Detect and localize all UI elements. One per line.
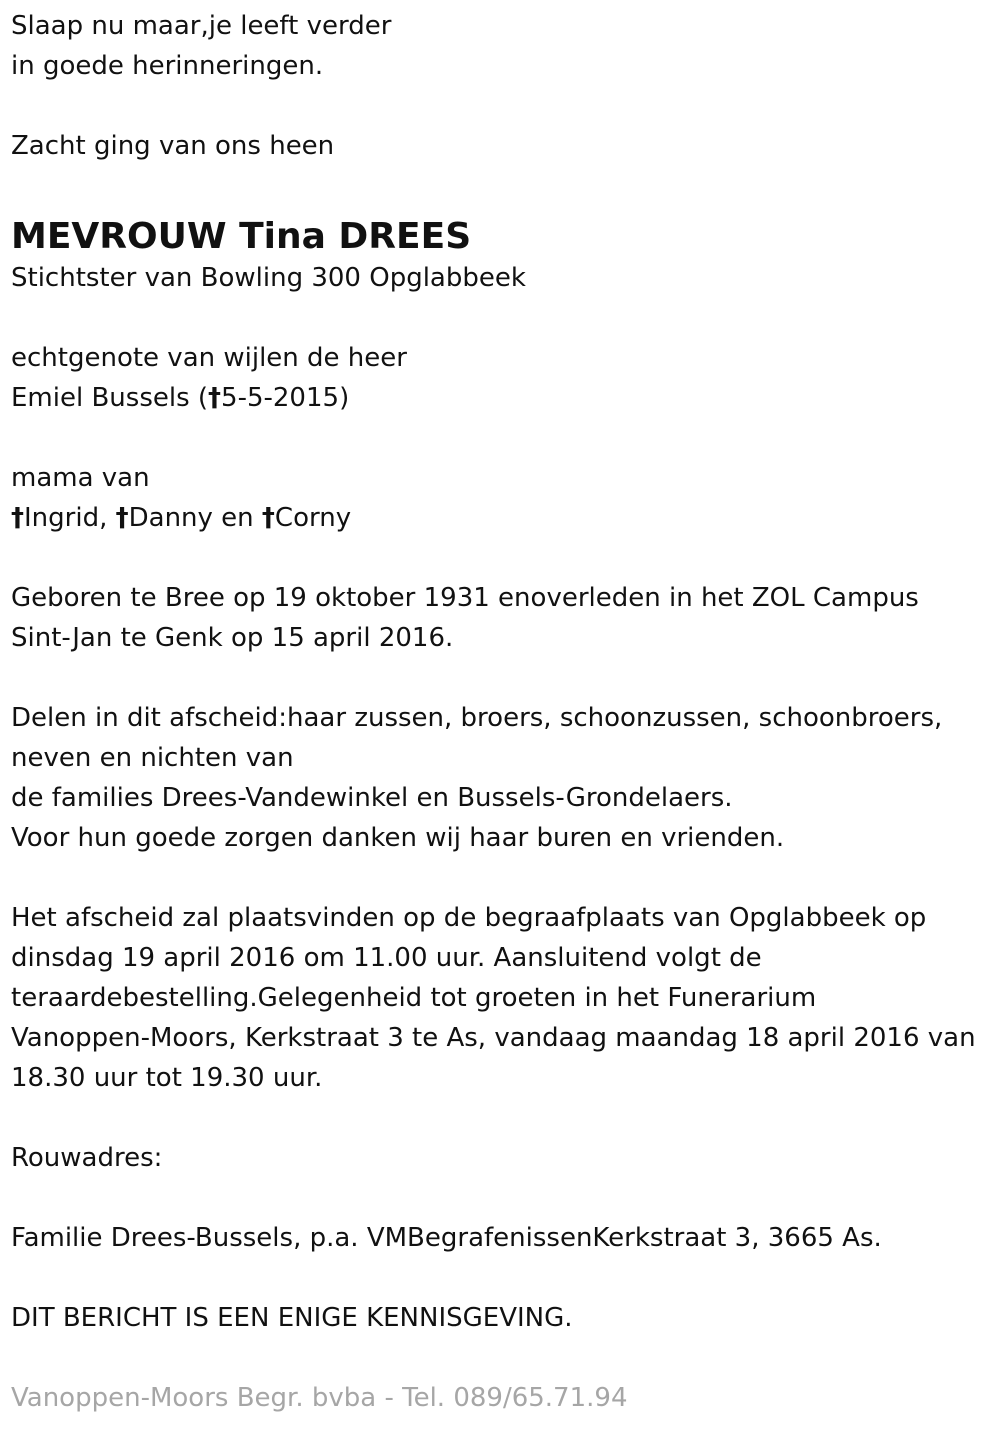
address-value: Familie Drees-Bussels, p.a. VMBegrafenissenKerkstraat 3, 3665 As. xyxy=(11,1223,882,1253)
spouse-line xyxy=(11,378,1000,418)
cross-icon: † xyxy=(261,503,275,533)
spouse-intro: echtgenote van wijlen de heer xyxy=(11,343,407,373)
spouse-death-date: 5-5-2015) xyxy=(221,383,350,413)
cross-icon: † xyxy=(11,503,24,533)
mourners-line-1: Delen in dit afscheid:haar zussen, broers, schoonzussen, schoonbroers, xyxy=(11,703,943,733)
intro-line-2: in goede herinneringen. xyxy=(11,51,324,81)
farewell-line-5: 18.30 uur tot 19.30 uur. xyxy=(11,1063,323,1093)
farewell-line-4: Vanoppen-Moors, Kerkstraat 3 te As, vandaag maandag 18 april 2016 van xyxy=(11,1023,976,1053)
cross-icon: † xyxy=(115,503,129,533)
farewell-line-3: teraardebestelling.Gelegenheid tot groeten in het Funerarium xyxy=(11,983,817,1013)
notice: DIT BERICHT IS EEN ENIGE KENNISGEVING. xyxy=(11,1303,573,1333)
children-list xyxy=(11,498,1000,538)
footer-contact: Vanoppen-Moors Begr. bvba - Tel. 089/65.71.94 xyxy=(11,1383,628,1413)
deceased-name: MEVROUW Tina DREES xyxy=(11,216,472,257)
mourners-line-3: de families Drees-Vandewinkel en Bussels-Grondelaers. xyxy=(11,783,733,813)
mourners-line-2: neven en nichten van xyxy=(11,743,294,773)
address-label: Rouwadres: xyxy=(11,1143,163,1173)
farewell-line-1: Het afscheid zal plaatsvinden op de begraafplaats van Opglabbeek op xyxy=(11,903,927,933)
child-name: Danny en xyxy=(128,503,262,533)
announcement: Zacht ging van ons heen xyxy=(11,131,335,161)
mourners-line-4: Voor hun goede zorgen danken wij haar buren en vrienden. xyxy=(11,823,785,853)
spouse-name: Emiel Bussels ( xyxy=(11,383,209,413)
farewell-line-2: dinsdag 19 april 2016 om 11.00 uur. Aansluitend volgt de xyxy=(11,943,762,973)
children-intro: mama van xyxy=(11,463,150,493)
child-name: Corny xyxy=(274,503,352,533)
cross-icon: † xyxy=(208,383,222,413)
deceased-title: Stichtster van Bowling 300 Opglabbeek xyxy=(11,263,526,293)
child-name: Ingrid, xyxy=(24,503,116,533)
birth-death-line-1: Geboren te Bree op 19 oktober 1931 enoverleden in het ZOL Campus xyxy=(11,583,919,613)
intro-line-1: Slaap nu maar,je leeft verder xyxy=(11,11,392,41)
birth-death-line-2: Sint-Jan te Genk op 15 april 2016. xyxy=(11,623,454,653)
